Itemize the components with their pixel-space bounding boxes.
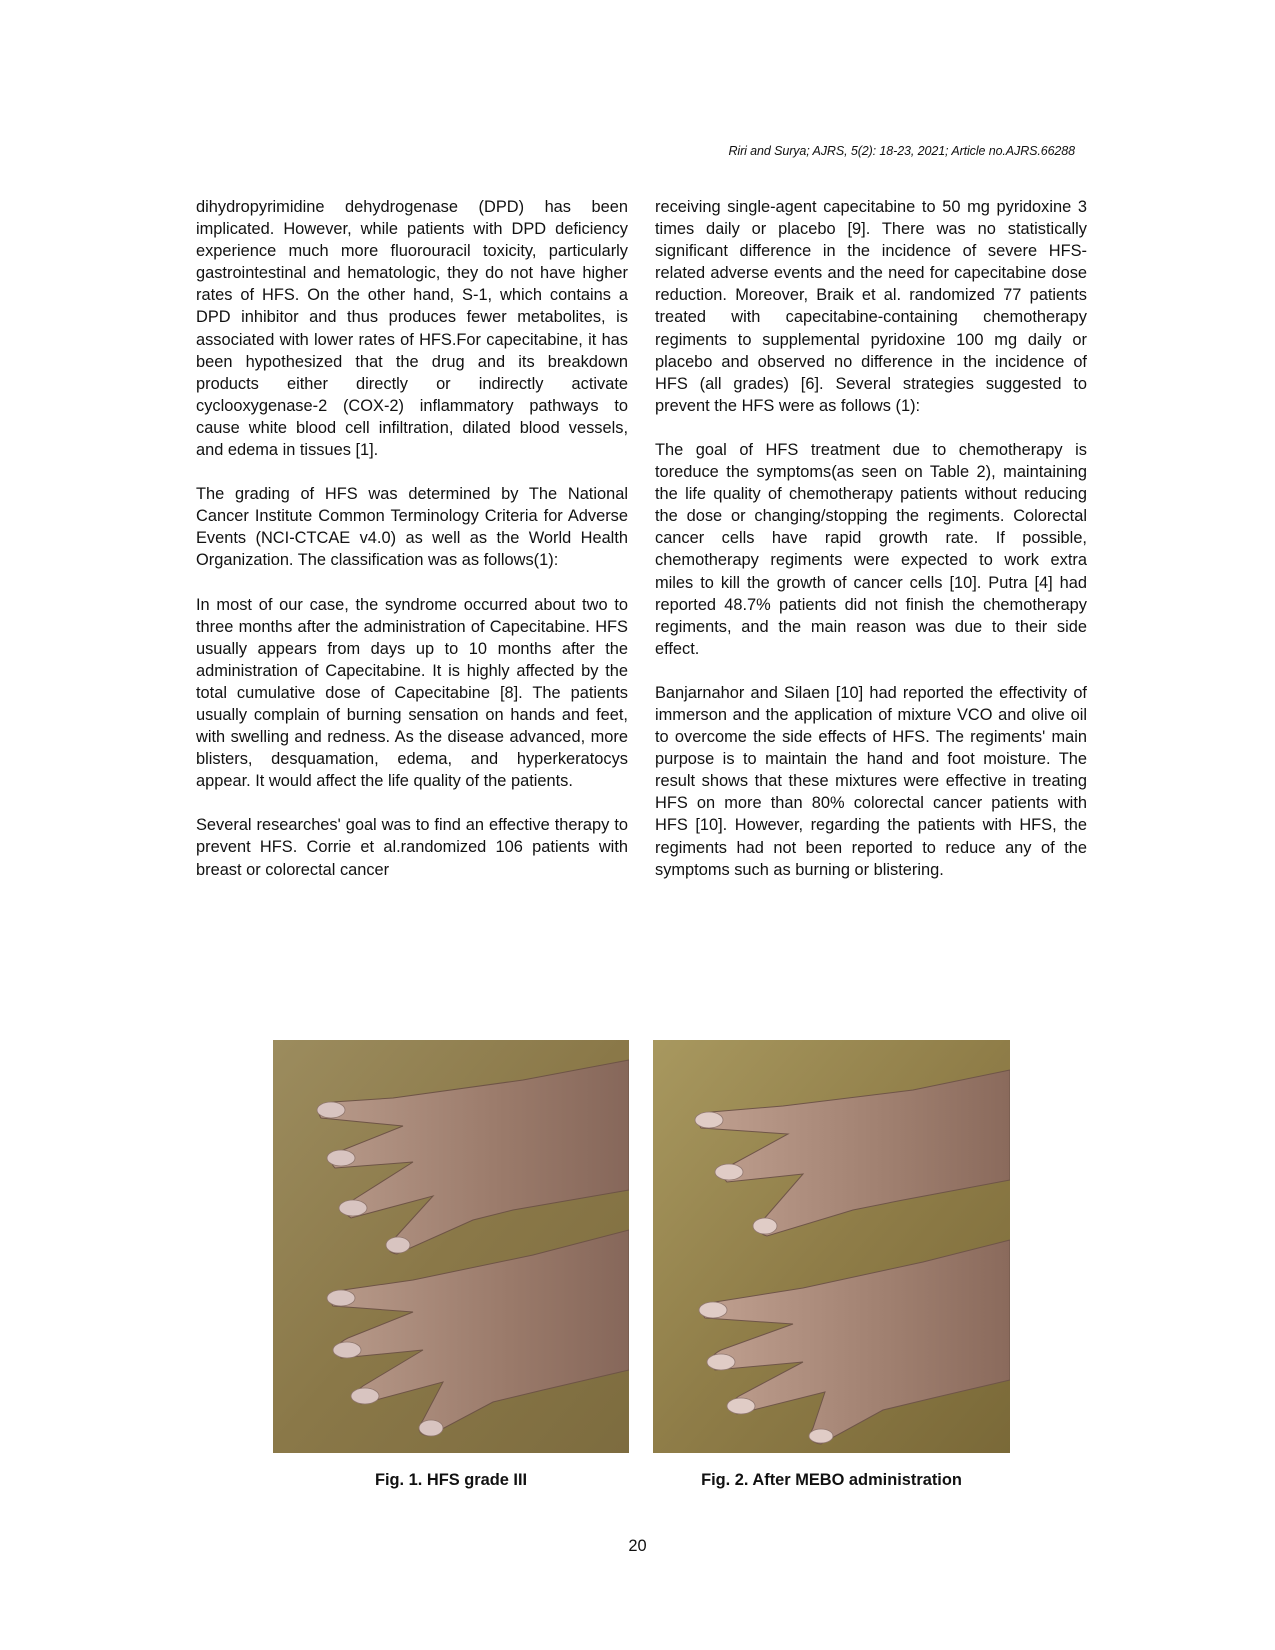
figure-2-caption: Fig. 2. After MEBO administration [701,1471,962,1489]
paragraph-researches: Several researches' goal was to find an effective therapy to prevent HFS. Corrie et al.randomized 106 patients with breast or colorectal cancer [196,816,628,879]
paragraph-treatment-goal: The goal of HFS treatment due to chemotherapy is toreduce the symptoms(as seen on Table 2), maintaining the life quality of chemotherapy patients without reducing the dose or changing/stopping the regiments. Colorectal cancer cells have rapid growth rate. If possible, chemotherapy regiments were expected to work extra miles to kill the growth of cancer cells [10]. Putra [4] had reported 48.7% patients did not finish the chemotherapy regiments, and the main reason was due to their side effect. [655,440,1087,658]
paragraph-case: In most of our case, the syndrome occurred about two to three months after the administration of Capecitabine. HFS usually appears from days up to 10 months after the administration of Capecitabine. It is highly affected by the total cumulative dose of Capecitabine [8]. The patients usually complain of burning sensation on hands and feet, with swelling and redness. As the disease advanced, more blisters, desquamation, edema, and hyperkeratocys appear. It would affect the life quality of the patients. [196,595,628,791]
figure-after-mebo-photo [653,1040,1010,1453]
paragraph-vco-olive-oil: Banjarnahor and Silaen [10] had reported the effectivity of immerson and the application of mixture VCO and olive oil to overcome the side effects of HFS. The regiments' main purpose is to maintain the hand and foot moisture. The result shows that these mixtures were effective in treating HFS on more than 80% colorectal cancer patients with HFS [10]. However, regarding the patients with HFS, the regiments had not been reported to reduce any of the symptoms such as burning or blistering. [655,683,1087,879]
paragraph-dpd: dihydropyrimidine dehydrogenase (DPD) has been implicated. However, while patients with DPD deficiency experience much more fluorouracil toxicity, particularly gastrointestinal and hematologic, they do not have higher rates of HFS. On the other hand, S-1, which contains a DPD inhibitor and thus produces fewer metabolites, is associated with lower rates of HFS.For capecitabine, it has been hypothesized that the drug and its breakdown products either directly or indirectly activate cyclooxygenase-2 (COX-2) inflammatory pathways to cause white blood cell infiltration, dilated blood vessels, and edema in tissues [1]. [196,198,628,460]
paragraph-grading: The grading of HFS was determined by The National Cancer Institute Common Terminology Criteria for Adverse Events (NCI-CTCAE v4.0) as well as the World Health Organization. The classification was as follows(1): [196,485,628,570]
page-number: 20 [628,1537,647,1555]
hands-photo-before [273,1040,629,1453]
figure-hfs-grade-iii-photo [273,1040,629,1453]
right-column [655,196,1087,881]
running-head: Riri and Surya; AJRS, 5(2): 18-23, 2021; Article no.AJRS.66288 [728,144,1075,158]
paragraph-pyridoxine: receiving single-agent capecitabine to 50 mg pyridoxine 3 times daily or placebo [9]. There was no statistically significant difference in the incidence of severe HFS-related adverse events and the need for capecitabine dose reduction. Moreover, Braik et al. randomized 77 patients treated with capecitabine-containing chemotherapy regiments to supplemental pyridoxine 100 mg daily or placebo and observed no difference in the incidence of HFS (all grades) [6]. Several strategies suggested to prevent the HFS were as follows (1): [655,198,1087,415]
left-column [196,196,628,881]
hands-photo-after [653,1040,1010,1453]
figure-1-caption: Fig. 1. HFS grade III [374,1471,528,1489]
